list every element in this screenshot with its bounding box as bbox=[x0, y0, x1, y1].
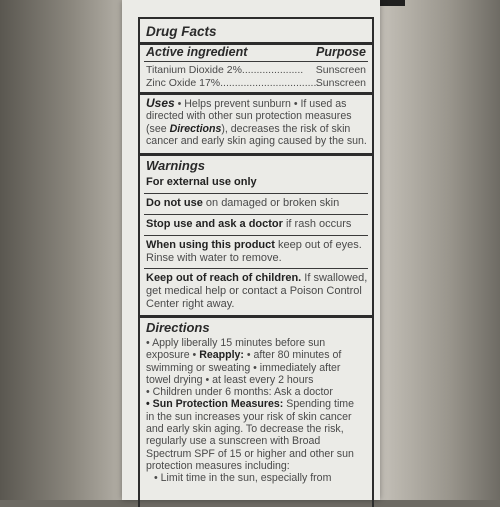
directions-line: exposure • bbox=[146, 349, 200, 362]
directions-line: protection measures including: bbox=[146, 459, 290, 472]
keep-out-line-3: Center right away. bbox=[146, 298, 235, 310]
ingredient-name: Zinc Oxide 17% bbox=[146, 77, 221, 89]
directions-line: Spending time bbox=[283, 398, 355, 411]
divider-stop-use bbox=[144, 235, 368, 236]
ingredient-purpose: Sunscreen bbox=[315, 77, 366, 89]
directions-line: in the sun increases your risk of skin cancer bbox=[146, 410, 352, 423]
uses-heading: Uses bbox=[146, 96, 175, 110]
sun-protection-label: • Sun Protection Measures: bbox=[146, 398, 284, 411]
do-not-use-text: on damaged or broken skin bbox=[202, 197, 340, 209]
when-using-line-2: Rinse with water to remove. bbox=[146, 252, 282, 264]
when-using-bold: When using this product bbox=[146, 239, 275, 251]
external-use-text: For external use only bbox=[146, 176, 257, 188]
directions-line: towel drying • at least every 2 hours bbox=[146, 373, 314, 386]
do-not-use-line bbox=[146, 197, 339, 209]
drug-facts-title: Drug Facts bbox=[146, 24, 217, 39]
uses-line-3-pre: (see bbox=[146, 122, 170, 135]
divider-warnings bbox=[138, 315, 374, 318]
divider-do-not-use bbox=[144, 214, 368, 215]
purpose-header: Purpose bbox=[315, 45, 366, 59]
reapply-label: Reapply: bbox=[199, 349, 244, 362]
ingredient-row bbox=[146, 77, 366, 89]
uses-section bbox=[146, 97, 370, 148]
uses-line-3-post: ), decreases the risk of skin bbox=[221, 122, 351, 135]
warnings-heading: Warnings bbox=[146, 158, 205, 173]
divider-uses bbox=[138, 153, 374, 156]
keep-out-text: If swallowed, bbox=[301, 272, 368, 284]
when-using-text: keep out of eyes. bbox=[274, 239, 362, 251]
ingredient-name: Titanium Dioxide 2% bbox=[146, 64, 242, 76]
directions-line: • Children under 6 months: Ask a doctor bbox=[146, 386, 333, 399]
divider-ingredients bbox=[138, 92, 374, 95]
directions-line: swimming or sweating • immediately after bbox=[146, 361, 341, 374]
stop-use-bold: Stop use and ask a doctor bbox=[146, 218, 283, 230]
do-not-use-bold: Do not use bbox=[146, 197, 203, 209]
when-using-line bbox=[146, 239, 362, 251]
keep-out-bold: Keep out of reach of children. bbox=[146, 272, 302, 284]
divider-when-using bbox=[144, 268, 368, 269]
divider-ingredients-header bbox=[144, 61, 368, 62]
ingredient-purpose: Sunscreen bbox=[315, 64, 366, 76]
ingredient-dots: ..................... bbox=[241, 64, 304, 76]
directions-body bbox=[146, 337, 374, 485]
keep-out-line bbox=[146, 272, 367, 284]
directions-line: regularly use a sunscreen with Broad bbox=[146, 435, 321, 448]
active-ingredient-header: Active ingredient bbox=[146, 45, 248, 59]
uses-line-2: directed with other sun protection measures bbox=[146, 110, 352, 123]
external-use-line bbox=[146, 176, 257, 188]
keep-out-line-2: get medical help or contact a Poison Control bbox=[146, 285, 362, 297]
background-right bbox=[372, 0, 500, 500]
uses-directions-ref: Directions bbox=[169, 122, 222, 135]
directions-heading: Directions bbox=[146, 320, 210, 335]
uses-line-1: • Helps prevent sunburn • If used as bbox=[174, 98, 347, 110]
ingredient-dots: .................................. bbox=[220, 77, 320, 89]
divider-external bbox=[144, 193, 368, 194]
uses-line-4: cancer and early skin aging caused by the sun. bbox=[146, 135, 367, 148]
background-left bbox=[0, 0, 128, 500]
directions-line: • Apply liberally 15 minutes before sun bbox=[146, 337, 326, 349]
stop-use-text: if rash occurs bbox=[282, 218, 352, 230]
directions-line: and early skin aging. To decrease the risk, bbox=[146, 423, 344, 436]
stop-use-line bbox=[146, 218, 351, 230]
directions-line: • Limit time in the sun, especially from bbox=[154, 472, 332, 485]
directions-line: • after 80 minutes of bbox=[243, 349, 342, 362]
directions-line: Spectrum SPF of 15 or higher and other sun bbox=[146, 447, 354, 460]
ingredient-row bbox=[146, 64, 366, 76]
